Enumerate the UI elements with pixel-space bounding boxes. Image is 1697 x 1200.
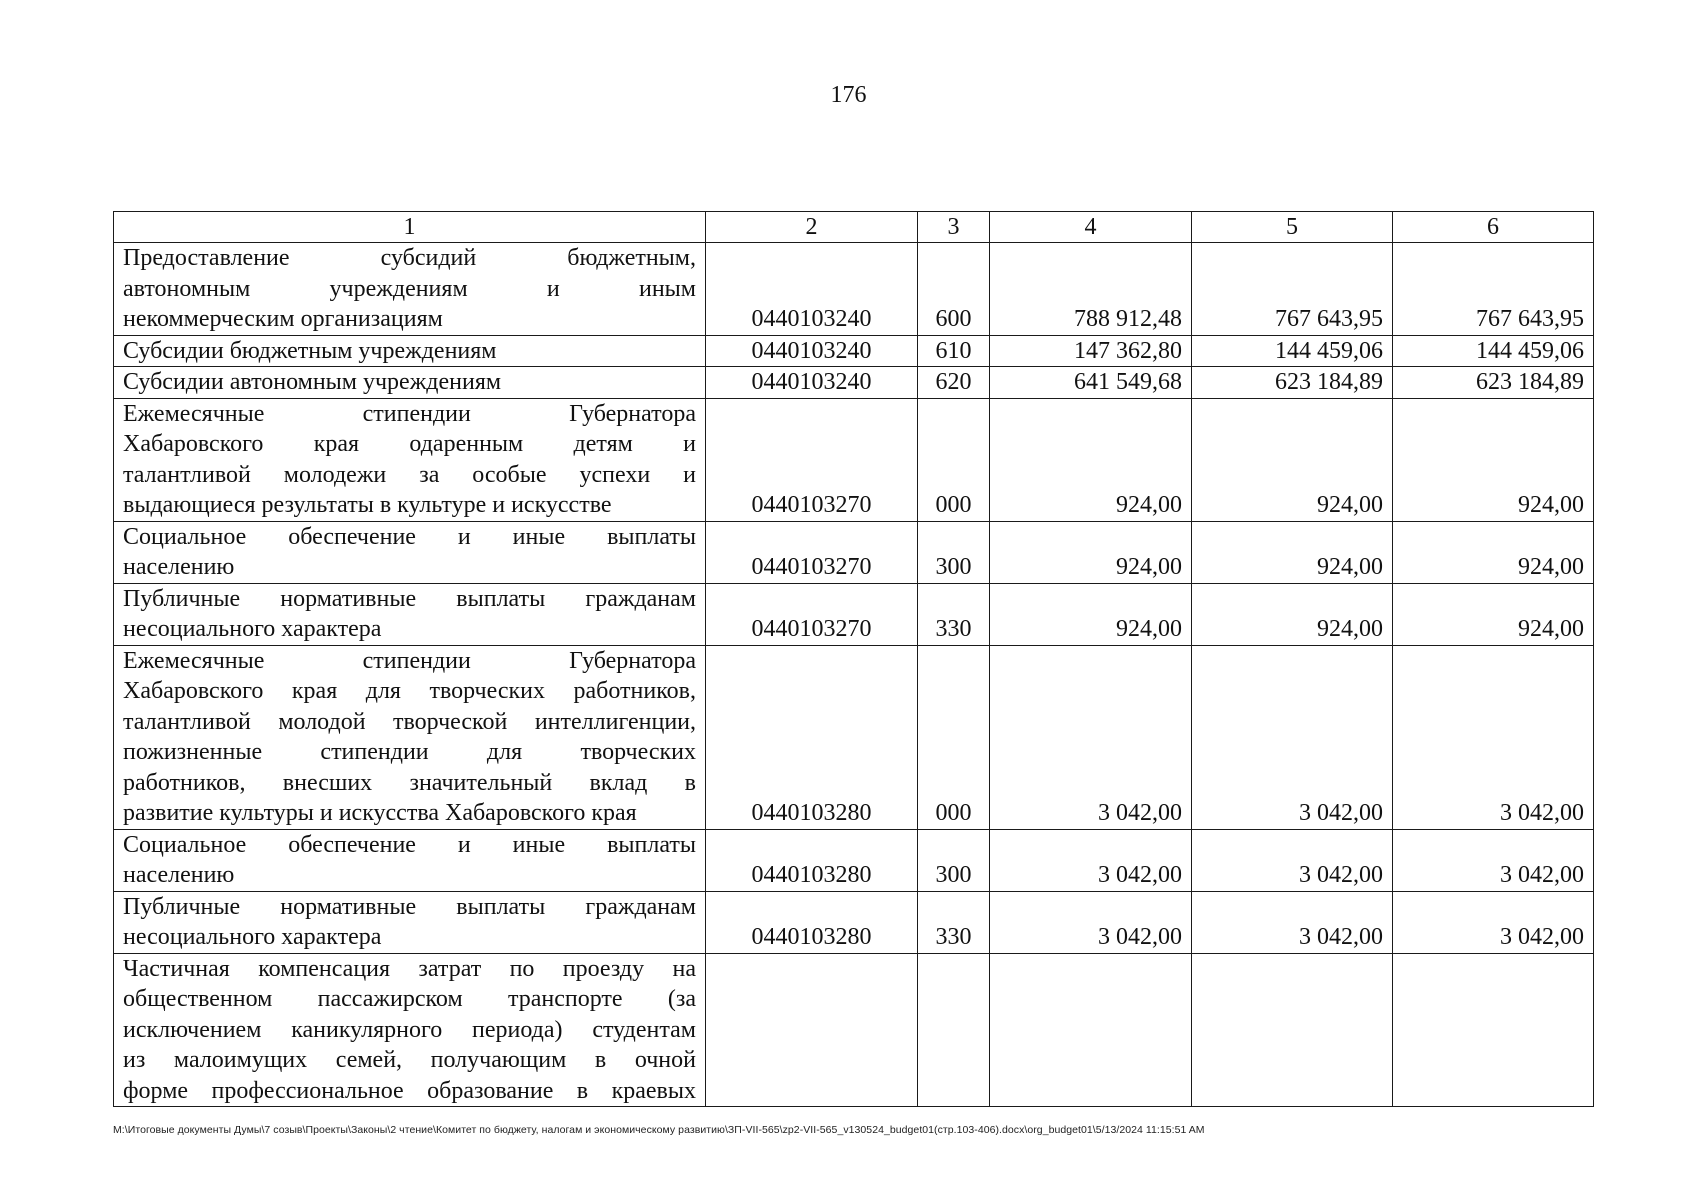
description-line: Социальное обеспечение и иные выплаты [123,831,696,858]
table-row [114,891,1594,953]
row-value-col5: 3 042,00 [1192,645,1393,829]
table-row [114,243,1594,336]
row-value-col6 [1393,953,1594,1107]
row-value-col5 [1192,953,1393,1107]
row-value-col5: 767 643,95 [1192,243,1393,336]
row-value-col5: 924,00 [1192,398,1393,521]
description-line: Ежемесячные стипендии Губернатора [123,400,696,427]
description-line: пожизненные стипендии для творческих [123,739,696,765]
row-expense-type: 300 [918,521,990,583]
description-line: выдающиеся результаты в культуре и искусстве [123,492,612,518]
row-description [114,645,706,829]
description-line: Частичная компенсация затрат по проезду на [123,955,696,982]
row-target-code: 0440103280 [706,829,918,891]
table-row [114,829,1594,891]
row-value-col4: 3 042,00 [990,645,1192,829]
row-target-code: 0440103280 [706,891,918,953]
row-description [114,335,706,367]
row-target-code: 0440103240 [706,243,918,336]
row-value-col6: 924,00 [1393,398,1594,521]
description-line: несоциального характера [123,924,382,950]
description-line: работников, внесших значительный вклад в [123,769,696,796]
row-value-col4: 3 042,00 [990,829,1192,891]
row-target-code: 0440103240 [706,335,918,367]
column-header-1: 1 [114,212,706,243]
row-target-code [706,953,918,1107]
table-body [114,243,1594,1107]
footer-file-path: M:\Итоговые документы Думы\7 созыв\Проекты\Законы\2 чтение\Комитет по бюджету, налогам и экономическому развитию\ЗП-VII-565\zp2-VII-565_v130524_budget01(стр.103-406).docx\org_budget01\5/13/2024 11:15:51 AM [113,1124,1205,1136]
table-row [114,645,1594,829]
description-line: несоциального характера [123,616,382,642]
row-value-col5: 144 459,06 [1192,335,1393,367]
row-value-col6: 924,00 [1393,521,1594,583]
row-value-col6: 144 459,06 [1393,335,1594,367]
description-line: Предоставление субсидий бюджетным, [123,245,696,271]
description-line: Хабаровского края для творческих работников, [123,678,696,704]
table-row [114,398,1594,521]
table-row [114,367,1594,399]
row-value-col6: 767 643,95 [1393,243,1594,336]
row-expense-type [918,953,990,1107]
description-line: Субсидии автономным учреждениям [123,369,502,395]
row-value-col5: 924,00 [1192,521,1393,583]
column-header-4: 4 [990,212,1192,243]
row-value-col6: 3 042,00 [1393,645,1594,829]
row-value-col4: 3 042,00 [990,891,1192,953]
description-line: некоммерческим организациям [123,306,443,332]
row-target-code: 0440103270 [706,583,918,645]
description-line: Субсидии бюджетным учреждениям [123,337,497,364]
row-value-col6: 3 042,00 [1393,829,1594,891]
row-expense-type: 000 [918,398,990,521]
row-value-col5: 924,00 [1192,583,1393,645]
table-row [114,583,1594,645]
row-expense-type: 620 [918,367,990,399]
column-header-6: 6 [1393,212,1594,243]
description-line: населению [123,554,235,580]
row-value-col5: 3 042,00 [1192,891,1393,953]
description-line: исключением каникулярного периода) студентам [123,1016,696,1043]
row-value-col6: 3 042,00 [1393,891,1594,953]
row-description [114,243,706,336]
row-value-col4: 788 912,48 [990,243,1192,336]
row-description [114,367,706,399]
row-value-col4: 924,00 [990,398,1192,521]
description-line: талантливой молодежи за особые успехи и [123,461,696,488]
row-description [114,521,706,583]
row-value-col4: 924,00 [990,521,1192,583]
row-expense-type: 600 [918,243,990,336]
row-value-col5: 623 184,89 [1192,367,1393,399]
row-expense-type: 330 [918,583,990,645]
description-line: Социальное обеспечение и иные выплаты [123,523,696,550]
row-description [114,953,706,1107]
row-value-col4 [990,953,1192,1107]
column-header-2: 2 [706,212,918,243]
page-number: 176 [830,82,867,108]
description-line: форме профессиональное образование в краевых [123,1077,696,1104]
description-line: талантливой молодой творческой интеллигенции, [123,708,696,735]
row-description [114,829,706,891]
description-line: развитие культуры и искусства Хабаровского края [123,800,637,826]
row-expense-type: 300 [918,829,990,891]
description-line: населению [123,862,235,888]
row-target-code: 0440103270 [706,398,918,521]
row-description [114,583,706,645]
row-target-code: 0440103270 [706,521,918,583]
budget-table [113,211,1594,1107]
row-target-code: 0440103240 [706,367,918,399]
table-header-row [114,212,1594,243]
row-description [114,891,706,953]
description-line: Ежемесячные стипендии Губернатора [123,647,696,674]
description-line: общественном пассажирском транспорте (за [123,986,696,1012]
description-line: автономным учреждениям и иным [123,275,696,302]
description-line: из малоимущих семей, получающим в очной [123,1047,696,1073]
row-value-col5: 3 042,00 [1192,829,1393,891]
row-target-code: 0440103280 [706,645,918,829]
table-row [114,521,1594,583]
table-row [114,953,1594,1107]
row-value-col4: 147 362,80 [990,335,1192,367]
row-expense-type: 330 [918,891,990,953]
column-header-3: 3 [918,212,990,243]
row-value-col6: 623 184,89 [1393,367,1594,399]
description-line: Публичные нормативные выплаты гражданам [123,585,696,612]
row-description [114,398,706,521]
row-value-col4: 641 549,68 [990,367,1192,399]
description-line: Публичные нормативные выплаты гражданам [123,893,696,920]
row-value-col4: 924,00 [990,583,1192,645]
description-line: Хабаровского края одаренным детям и [123,431,696,457]
column-header-5: 5 [1192,212,1393,243]
table-row [114,335,1594,367]
row-expense-type: 000 [918,645,990,829]
row-value-col6: 924,00 [1393,583,1594,645]
row-expense-type: 610 [918,335,990,367]
